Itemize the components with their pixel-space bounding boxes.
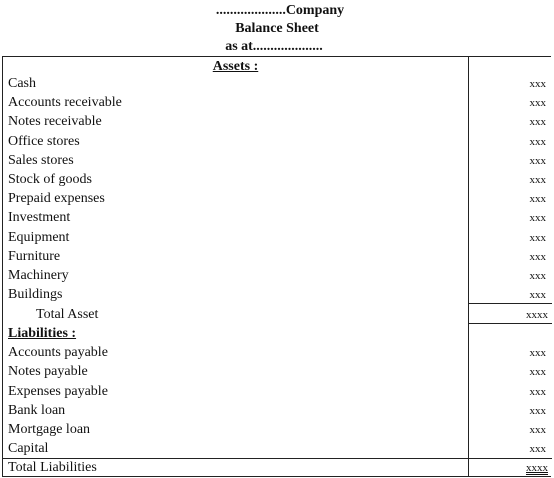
liabilities-heading: Liabilities : xyxy=(8,326,77,341)
table-row xyxy=(3,132,552,151)
table-row xyxy=(3,382,552,401)
row-label: Cash xyxy=(8,76,36,91)
row-label: Notes receivable xyxy=(8,114,102,129)
table-row xyxy=(3,401,552,420)
row-label: Furniture xyxy=(8,249,61,264)
row-label: Equipment xyxy=(8,230,70,245)
date-line: as at.................... xyxy=(225,39,323,54)
row-value: xxx xyxy=(529,193,546,205)
balance-sheet-table xyxy=(2,56,551,477)
row-value: xxx xyxy=(529,405,546,417)
row-value: xxx xyxy=(529,270,546,282)
company-name: ....................Company xyxy=(215,3,345,18)
row-value: xxx xyxy=(529,366,546,378)
table-row xyxy=(3,343,552,362)
row-value: xxx xyxy=(529,174,546,186)
row-label: Mortgage loan xyxy=(8,422,91,437)
row-label: Notes payable xyxy=(8,364,88,379)
row-value: xxx xyxy=(529,424,546,436)
total-liabilities-label: Total Liabilities xyxy=(8,460,97,475)
table-row xyxy=(3,74,552,93)
total-assets-label: Total Asset xyxy=(36,307,99,322)
row-label: Accounts receivable xyxy=(8,95,122,110)
table-row xyxy=(3,266,552,285)
row-label: Expenses payable xyxy=(8,384,108,399)
table-row xyxy=(3,228,552,247)
liabilities-heading-row xyxy=(3,324,552,343)
row-label: Office stores xyxy=(8,134,80,149)
row-label: Prepaid expenses xyxy=(8,191,105,206)
row-value: xxx xyxy=(529,97,546,109)
table-row xyxy=(3,208,552,227)
row-value: xxx xyxy=(529,212,546,224)
total-assets-row xyxy=(3,305,552,324)
row-label: Accounts payable xyxy=(8,345,108,360)
total-liabilities-value: xxxx xyxy=(526,462,548,474)
row-value: xxx xyxy=(529,232,546,244)
row-label: Capital xyxy=(8,441,49,456)
row-value: xxx xyxy=(529,251,546,263)
total-assets-value: xxxx xyxy=(526,309,548,321)
table-row xyxy=(3,170,552,189)
assets-heading: Assets : xyxy=(212,59,259,74)
subtotal-rule xyxy=(468,303,552,304)
total-liabilities-row xyxy=(3,458,552,477)
table-row xyxy=(3,189,552,208)
row-value: xxx xyxy=(529,386,546,398)
table-row xyxy=(3,439,552,458)
row-value: xxx xyxy=(529,116,546,128)
row-label: Investment xyxy=(8,210,71,225)
row-value: xxx xyxy=(529,289,546,301)
row-value: xxx xyxy=(529,136,546,148)
table-row xyxy=(3,112,552,131)
row-value: xxx xyxy=(529,78,546,90)
table-row xyxy=(3,420,552,439)
table-row xyxy=(3,362,552,381)
row-value: xxx xyxy=(529,347,546,359)
row-value: xxx xyxy=(529,155,546,167)
table-row xyxy=(3,247,552,266)
row-label: Machinery xyxy=(8,268,69,283)
table-row xyxy=(3,285,552,304)
table-row xyxy=(3,93,552,112)
row-label: Sales stores xyxy=(8,153,74,168)
row-label: Bank loan xyxy=(8,403,66,418)
row-label: Stock of goods xyxy=(8,172,92,187)
row-value: xxx xyxy=(529,443,546,455)
document-title: Balance Sheet xyxy=(235,21,319,36)
row-label: Buildings xyxy=(8,287,63,302)
table-row xyxy=(3,151,552,170)
